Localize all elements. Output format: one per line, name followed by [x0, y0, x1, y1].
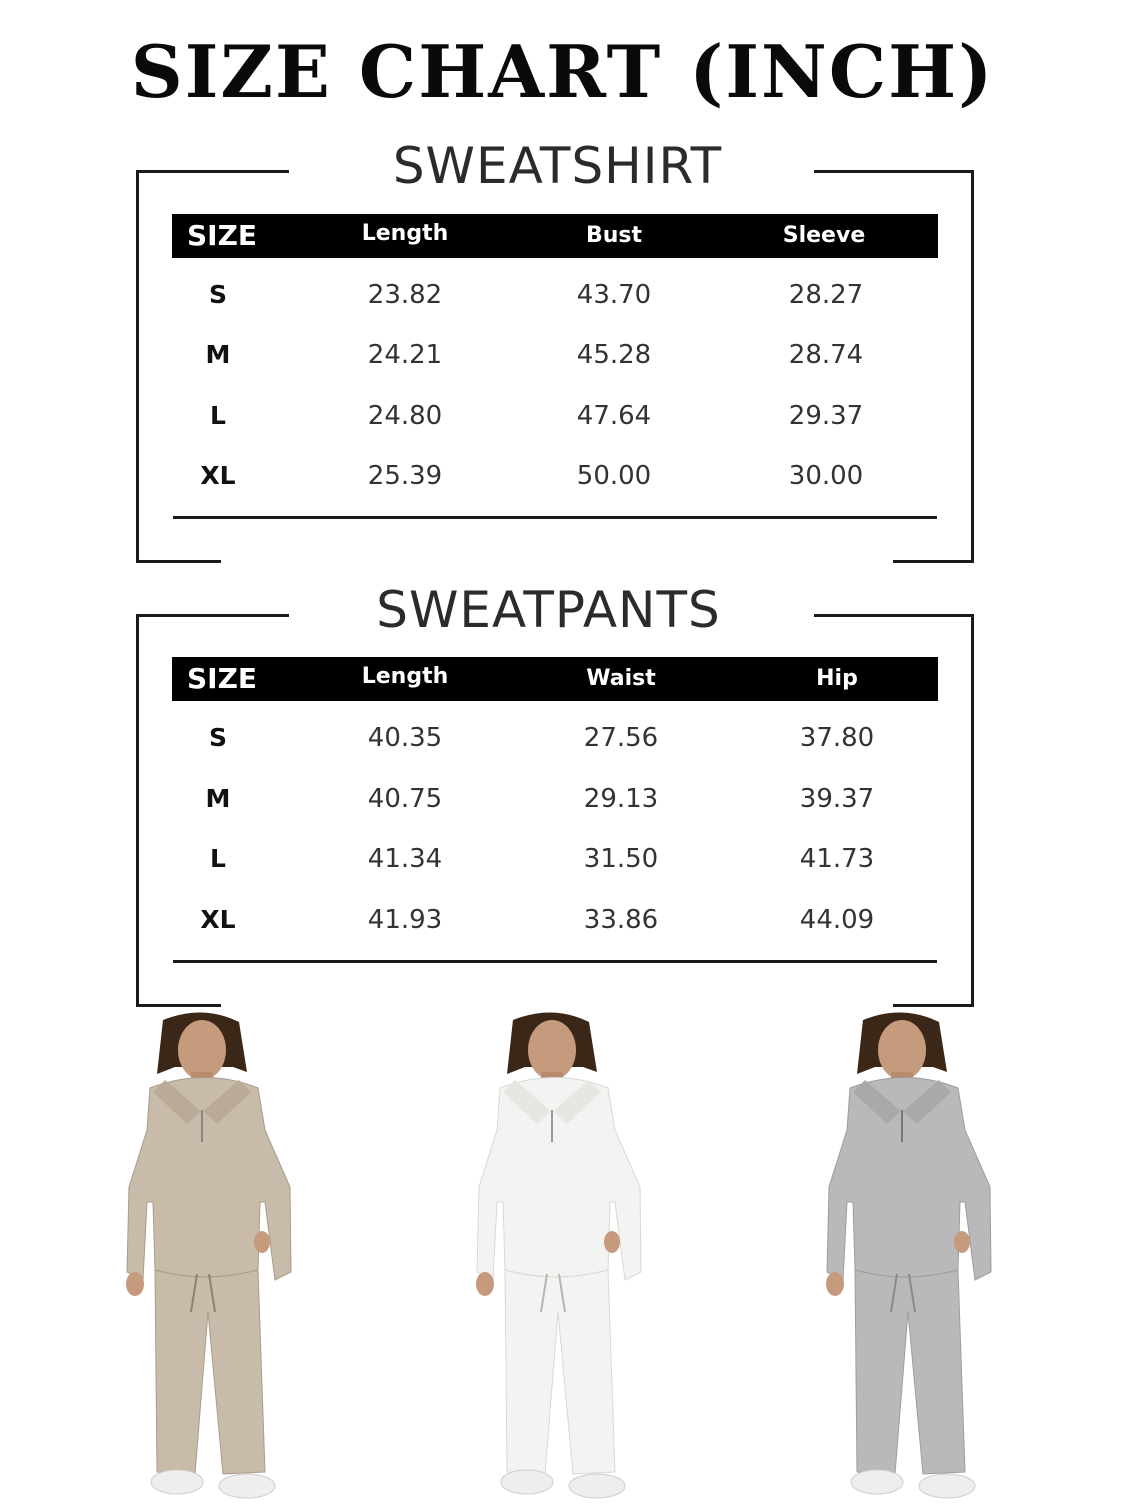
- header-sleeve: Sleeve: [782, 223, 866, 248]
- frame-bottom-right: [893, 560, 974, 563]
- frame-bottom-left: [136, 1004, 221, 1007]
- size-cell: XL: [200, 905, 236, 934]
- table-bottom-rule: [173, 516, 937, 519]
- table-header: [172, 657, 938, 701]
- size-cell: L: [210, 844, 226, 873]
- waist-cell: 31.50: [583, 844, 659, 874]
- frame-right: [971, 614, 974, 1007]
- frame-left: [136, 614, 139, 1007]
- size-cell: L: [210, 401, 226, 430]
- table-header: [172, 214, 938, 258]
- bust-cell: 45.28: [576, 340, 652, 370]
- bust-cell: 43.70: [576, 280, 652, 310]
- model-white-figure: [455, 1012, 675, 1500]
- length-cell: 23.82: [367, 280, 443, 310]
- frame-bottom-right: [893, 1004, 974, 1007]
- sleeve-cell: 28.74: [788, 340, 864, 370]
- model-grey-figure: [805, 1012, 1025, 1500]
- section-title: SWEATSHIRT: [392, 137, 723, 195]
- waist-cell: 33.86: [583, 905, 659, 935]
- model-photos: [0, 1012, 1125, 1500]
- length-cell: 40.35: [367, 723, 443, 753]
- length-cell: 24.21: [367, 340, 443, 370]
- hip-cell: 41.73: [799, 844, 875, 874]
- hip-cell: 37.80: [799, 723, 875, 753]
- waist-cell: 29.13: [583, 784, 659, 814]
- size-cell: M: [205, 340, 231, 369]
- header-hip: Hip: [816, 666, 858, 691]
- bust-cell: 50.00: [576, 461, 652, 491]
- header-bust: Bust: [585, 223, 643, 248]
- sleeve-cell: 29.37: [788, 401, 864, 431]
- model-beige-figure: [105, 1012, 325, 1500]
- length-cell: 24.80: [367, 401, 443, 431]
- length-cell: 41.34: [367, 844, 443, 874]
- length-cell: 25.39: [367, 461, 443, 491]
- size-cell: XL: [200, 461, 236, 490]
- header-waist: Waist: [586, 666, 656, 691]
- size-cell: S: [208, 280, 228, 309]
- model-grey-photo: [805, 1012, 1025, 1500]
- frame-bottom-left: [136, 560, 221, 563]
- header-size: SIZE: [186, 662, 258, 695]
- sleeve-cell: 28.27: [788, 280, 864, 310]
- frame-right: [971, 170, 974, 563]
- waist-cell: 27.56: [583, 723, 659, 753]
- model-white-photo: [455, 1012, 675, 1500]
- length-cell: 40.75: [367, 784, 443, 814]
- length-cell: 41.93: [367, 905, 443, 935]
- bust-cell: 47.64: [576, 401, 652, 431]
- section-title: SWEATPANTS: [376, 581, 721, 639]
- hip-cell: 44.09: [799, 905, 875, 935]
- size-cell: M: [205, 784, 231, 813]
- size-cell: S: [208, 723, 228, 752]
- page-title: SIZE CHART (INCH): [130, 29, 995, 114]
- header-size: SIZE: [186, 219, 258, 252]
- model-beige-photo: [105, 1012, 325, 1500]
- header-length: Length: [361, 221, 449, 246]
- header-length: Length: [361, 664, 449, 689]
- hip-cell: 39.37: [799, 784, 875, 814]
- sleeve-cell: 30.00: [788, 461, 864, 491]
- frame-left: [136, 170, 139, 563]
- table-bottom-rule: [173, 960, 937, 963]
